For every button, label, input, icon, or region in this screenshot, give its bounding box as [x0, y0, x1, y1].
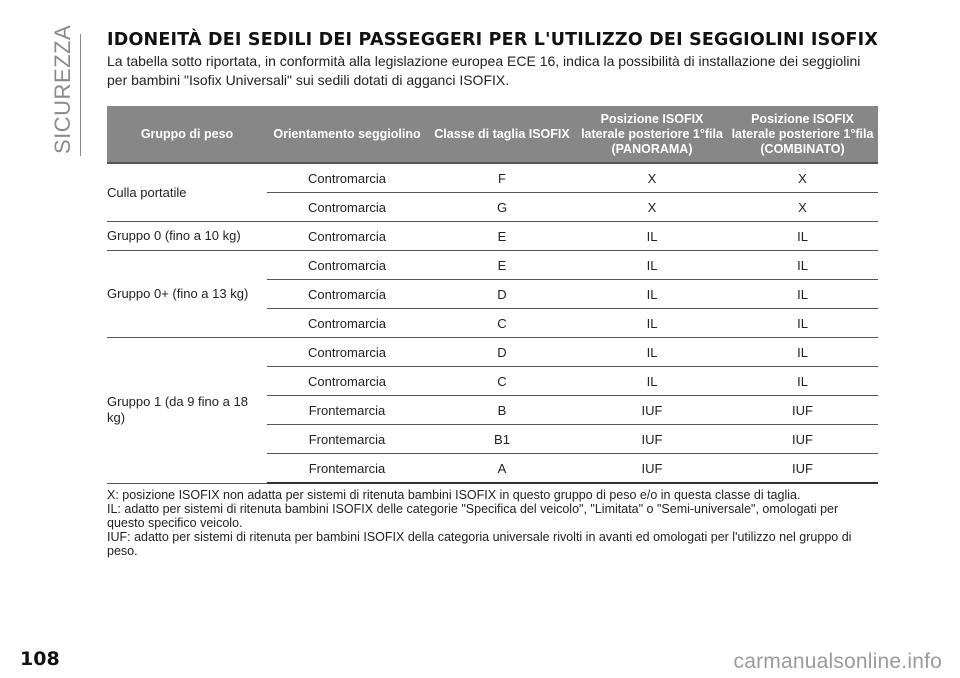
table-row: [107, 163, 878, 193]
note-iuf: IUF: adatto per sistemi di ritenuta per bambini ISOFIX della categoria universale rivolti in avanti ed omologati per l'utilizzo nel gruppo di peso.: [107, 530, 852, 558]
combinato-cell: X: [727, 193, 878, 222]
orientation-cell: Contromarcia: [267, 367, 427, 396]
combinato-cell: IUF: [727, 396, 878, 425]
size-class-cell: G: [427, 193, 577, 222]
weight-group-cell: Culla portatile: [107, 163, 267, 222]
table-header: [107, 106, 878, 163]
panorama-cell: X: [577, 193, 727, 222]
combinato-cell: IL: [727, 251, 878, 280]
orientation-cell: Contromarcia: [267, 338, 427, 367]
size-class-cell: A: [427, 454, 577, 484]
combinato-cell: IUF: [727, 454, 878, 484]
orientation-cell: Frontemarcia: [267, 396, 427, 425]
header-orientation: Orientamento seggiolino: [267, 106, 427, 163]
size-class-cell: D: [427, 280, 577, 309]
weight-group-cell: Gruppo 1 (da 9 fino a 18 kg): [107, 338, 267, 484]
size-class-cell: D: [427, 338, 577, 367]
table-row: [107, 222, 878, 251]
orientation-cell: Contromarcia: [267, 163, 427, 193]
header-weight-group: Gruppo di peso: [107, 106, 267, 163]
legend-notes: [107, 488, 878, 558]
size-class-cell: E: [427, 222, 577, 251]
panorama-cell: X: [577, 163, 727, 193]
panorama-cell: IUF: [577, 396, 727, 425]
size-class-cell: B: [427, 396, 577, 425]
page-content: [107, 30, 878, 558]
table-body: [107, 163, 878, 483]
combinato-cell: IL: [727, 222, 878, 251]
isofix-table: [107, 106, 878, 484]
panorama-cell: IL: [577, 280, 727, 309]
panorama-cell: IUF: [577, 454, 727, 484]
panorama-cell: IL: [577, 338, 727, 367]
combinato-cell: IL: [727, 280, 878, 309]
orientation-cell: Frontemarcia: [267, 425, 427, 454]
note-il: IL: adatto per sistemi di ritenuta bambini ISOFIX delle categorie "Specifica del veicolo", "Limitata" o "Semi-universale", omologati per questo specifico veicolo.: [107, 502, 839, 530]
note-x: X: posizione ISOFIX non adatta per sistemi di ritenuta bambini ISOFIX in questo gruppo di peso e/o in questa classe di taglia.: [107, 488, 801, 502]
page-title: IDONEITÀ DEI SEDILI DEI PASSEGGERI PER L'UTILIZZO DEI SEGGIOLINI ISOFIX: [107, 30, 879, 50]
watermark: carmanualsonline.info: [733, 650, 942, 673]
section-divider: [80, 34, 81, 156]
header-size-class: Classe di taglia ISOFIX: [427, 106, 577, 163]
orientation-cell: Contromarcia: [267, 251, 427, 280]
panorama-cell: IUF: [577, 425, 727, 454]
combinato-cell: IL: [727, 309, 878, 338]
combinato-cell: IUF: [727, 425, 878, 454]
orientation-cell: Contromarcia: [267, 222, 427, 251]
header-panorama: Posizione ISOFIX laterale posteriore 1°fila (PANORAMA): [577, 106, 727, 163]
panorama-cell: IL: [577, 309, 727, 338]
section-name: SICUREZZA: [50, 24, 75, 154]
size-class-cell: C: [427, 309, 577, 338]
table-row: [107, 338, 878, 367]
size-class-cell: C: [427, 367, 577, 396]
orientation-cell: Contromarcia: [267, 193, 427, 222]
panorama-cell: IL: [577, 251, 727, 280]
section-side-label: [42, 24, 92, 154]
size-class-cell: E: [427, 251, 577, 280]
weight-group-cell: Gruppo 0+ (fino a 13 kg): [107, 251, 267, 338]
combinato-cell: X: [727, 163, 878, 193]
header-combinato: Posizione ISOFIX laterale posteriore 1°fila (COMBINATO): [727, 106, 878, 163]
weight-group-cell: Gruppo 0 (fino a 10 kg): [107, 222, 267, 251]
combinato-cell: IL: [727, 338, 878, 367]
size-class-cell: B1: [427, 425, 577, 454]
combinato-cell: IL: [727, 367, 878, 396]
size-class-cell: F: [427, 163, 577, 193]
table-row: [107, 251, 878, 280]
orientation-cell: Contromarcia: [267, 309, 427, 338]
panorama-cell: IL: [577, 367, 727, 396]
panorama-cell: IL: [577, 222, 727, 251]
orientation-cell: Frontemarcia: [267, 454, 427, 484]
orientation-cell: Contromarcia: [267, 280, 427, 309]
intro-paragraph: La tabella sotto riportata, in conformità alla legislazione europea ECE 16, indica la possibilità di installazione dei seggiolini per bambini "Isofix Universali" sui sedili dotati di agganci ISOFIX.: [107, 53, 861, 88]
page-number: 108: [20, 648, 60, 670]
